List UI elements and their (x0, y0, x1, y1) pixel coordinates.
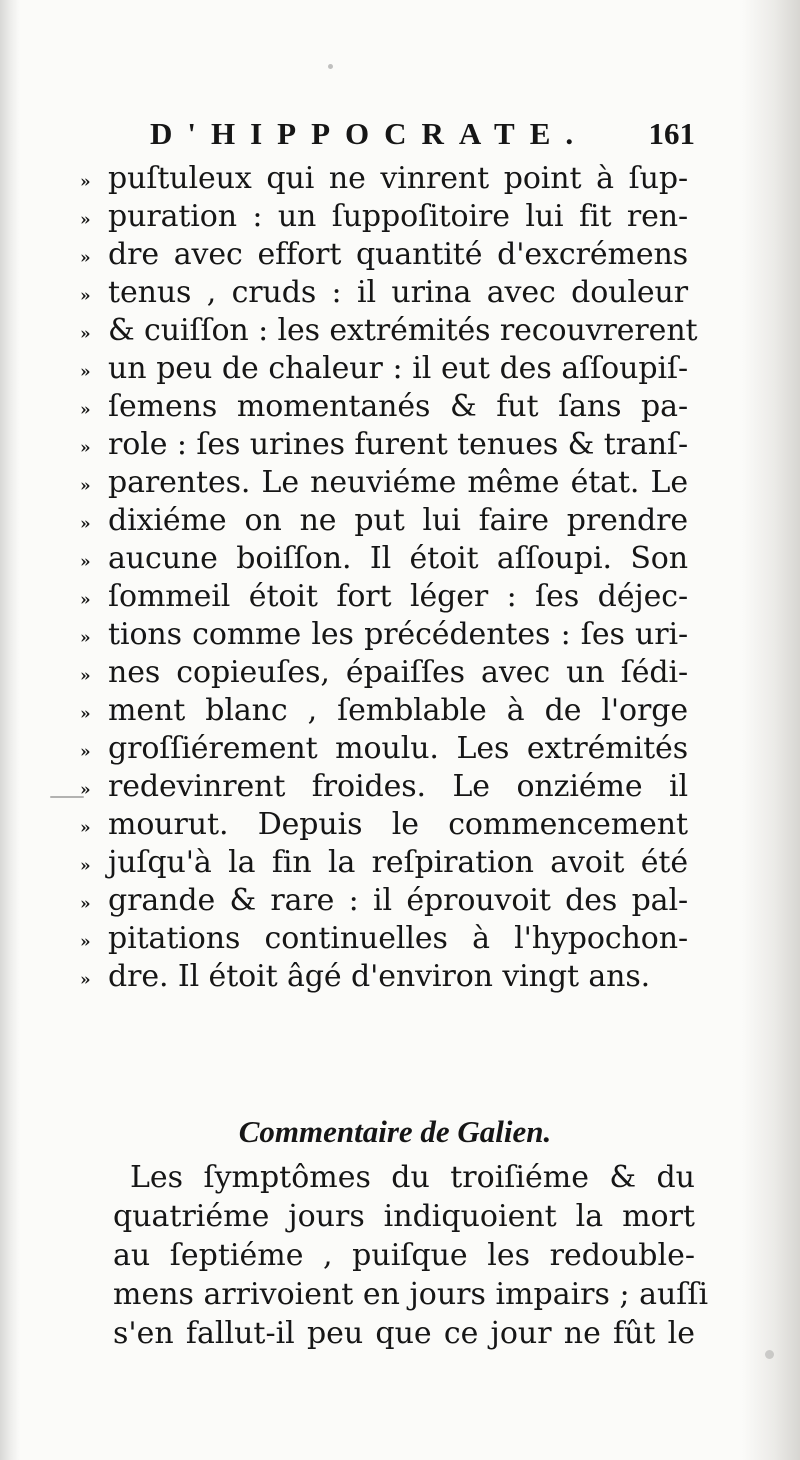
line-text: juſqu'à la fin la reſpiration avoit été (108, 845, 688, 880)
guillemet-marker: » (80, 970, 91, 990)
commentary-line: mens arrivoient en jours impairs ; auſſi (113, 1277, 709, 1312)
text-line (80, 958, 690, 996)
line-text: role : ſes urines furent tenues & tranſ- (108, 427, 688, 462)
text-line (80, 350, 690, 388)
guillemet-marker: » (80, 780, 91, 800)
text-line (80, 540, 690, 578)
guillemet-marker: » (80, 932, 91, 952)
line-text: redevinrent froides. Le onziéme il (108, 769, 688, 804)
guillemet-marker: » (80, 324, 91, 344)
text-line (80, 426, 690, 464)
right-page-edge-shadow (742, 0, 800, 1460)
text-line (80, 806, 690, 844)
line-text: puſtuleux qui ne vinrent point à ſup- (108, 161, 688, 196)
line-text: pitations continuelles à l'hypochon- (108, 921, 688, 956)
guillemet-marker: » (80, 248, 91, 268)
text-line (80, 464, 690, 502)
commentary-line: Les ſymptômes du troiſiéme & du (130, 1160, 695, 1195)
line-text: nes copieuſes, épaiſſes avec un ſédi- (108, 655, 688, 690)
commentary-line: s'en fallut-il peu que ce jour ne fût le (113, 1316, 695, 1351)
line-text: dre. Il étoit âgé d'environ vingt ans. (108, 959, 651, 994)
guillemet-marker: » (80, 172, 91, 192)
commentary-line: au ſeptiéme , puiſque les redouble- (113, 1238, 695, 1273)
line-text: dixiéme on ne put lui faire prendre (108, 503, 688, 538)
running-head-title: D'HIPPOCRATE. (150, 116, 589, 151)
text-line (80, 692, 690, 730)
line-text: ſommeil étoit fort léger : ſes déjec- (108, 579, 688, 614)
guillemet-marker: » (80, 894, 91, 914)
guillemet-marker: » (80, 590, 91, 610)
guillemet-marker: » (80, 362, 91, 382)
text-line (80, 274, 690, 312)
line-text: parentes. Le neuviéme même état. Le (108, 465, 688, 500)
text-line (80, 882, 690, 920)
guillemet-marker: » (80, 476, 91, 496)
text-line (80, 388, 690, 426)
guillemet-marker: » (80, 552, 91, 572)
running-head (150, 116, 695, 156)
left-page-edge-shadow (0, 0, 20, 1460)
guillemet-marker: » (80, 704, 91, 724)
guillemet-marker: » (80, 286, 91, 306)
line-text: grande & rare : il éprouvoit des pal- (108, 883, 688, 918)
margin-ink-mark (50, 796, 84, 798)
text-line (80, 654, 690, 692)
text-line (80, 616, 690, 654)
line-text: aucune boiſſon. Il étoit aſſoupi. Son (108, 541, 688, 576)
scan-dust-mark (765, 1350, 774, 1359)
text-line (80, 920, 690, 958)
line-text: ment blanc , ſemblable à de l'orge (108, 693, 688, 728)
text-line (80, 160, 690, 198)
case-history-text (80, 160, 698, 996)
guillemet-marker: » (80, 742, 91, 762)
guillemet-marker: » (80, 210, 91, 230)
line-text: puration : un ſuppoſitoire lui fit ren- (108, 199, 688, 234)
scan-dust-mark (328, 64, 333, 69)
text-line (80, 768, 690, 806)
guillemet-marker: » (80, 628, 91, 648)
line-text: groſſiérement moulu. Les extrémités (108, 731, 688, 766)
text-line (80, 730, 690, 768)
guillemet-marker: » (80, 514, 91, 534)
commentary-line: quatriéme jours indiquoient la mort (113, 1199, 695, 1234)
line-text: ſemens momentanés & fut ſans pa- (108, 389, 688, 424)
line-text: un peu de chaleur : il eut des aſſoupiſ- (108, 351, 688, 386)
line-text: mourut. Depuis le commencement (108, 807, 688, 842)
text-line (80, 198, 690, 236)
text-line (80, 578, 690, 616)
line-text: dre avec effort quantité d'excrémens (108, 237, 688, 272)
guillemet-marker: » (80, 400, 91, 420)
guillemet-marker: » (80, 438, 91, 458)
line-text: tions comme les précédentes : ſes uri- (108, 617, 688, 652)
commentary-heading: Commentaire de Galien. (238, 1113, 552, 1149)
guillemet-marker: » (80, 856, 91, 876)
text-line (80, 844, 690, 882)
line-text: tenus , cruds : il urina avec douleur (108, 275, 688, 310)
commentary-text (113, 1158, 709, 1353)
text-line (80, 312, 698, 350)
guillemet-marker: » (80, 818, 91, 838)
text-line (80, 502, 690, 540)
guillemet-marker: » (80, 666, 91, 686)
line-text: & cuiſſon : les extrémités recouvrerent (108, 313, 698, 348)
text-line (80, 236, 690, 274)
page-number: 161 (648, 116, 695, 151)
